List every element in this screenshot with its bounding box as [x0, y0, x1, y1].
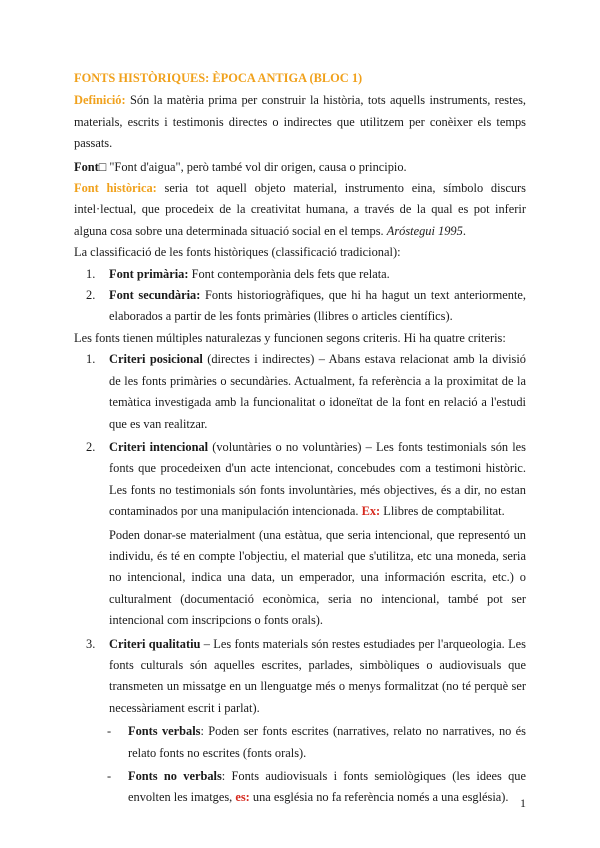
citation: Aróstegui 1995	[386, 223, 463, 238]
page-title: FONTS HISTÒRIQUES: ÈPOCA ANTIGA (BLOC 1)	[74, 71, 363, 85]
sub-item-fonts-verbals	[74, 721, 526, 764]
definition-text: Són la matèria prima per construir la història, tots aquells instruments, restes, materials, escrits i testimonis directes o indirectes que utilitzem per conèixer els temps passats.	[74, 93, 526, 151]
list-item-font-primaria	[74, 264, 526, 285]
example-text: una església no fa referència només a una església).	[249, 790, 509, 805]
font-historica-paragraph	[74, 178, 526, 242]
list-label: Criteri qualitatiu	[109, 636, 201, 651]
list-label: Font secundària:	[109, 288, 201, 303]
list-text: (voluntàries o no voluntàries) – Les fonts testimonials són les fonts que procedeixen d'un acte intencionat, concebudes com a testimoni històric. Les fonts no testimonials són fonts involuntàries, més objectives, és a dir, no estan contaminados por una manipulación intencionada.	[109, 439, 527, 519]
example-label: Ex:	[361, 504, 381, 519]
list-item-criteri-intencional	[74, 437, 526, 523]
list-text: – Les fonts materials són restes estudiades per l'arqueologia. Les fonts culturals són aquelles escrites, parlades, simbòliques o audiovisuals que transmeten un missatge en un llenguatge més o menys formalitzat (no té perquè ser necessàriament escrit i parlat).	[109, 636, 527, 715]
definition-paragraph	[74, 90, 526, 154]
sub-item-text: : Fonts audiovisuals i fonts semiològiques (les idees que envolten les imatges,	[128, 769, 526, 805]
definition-label: Definició:	[74, 93, 126, 108]
citation-end: .	[462, 223, 466, 238]
list-item-font-secundaria	[74, 285, 526, 328]
font-paragraph	[74, 157, 526, 178]
list-text: Font contemporània dels fets que relata.	[188, 266, 390, 281]
list-number: 3.	[86, 636, 96, 651]
list-number: 2.	[86, 288, 96, 303]
dash-bullet: -	[107, 769, 112, 783]
font-text: "Font d'aigua", però també vol dir origen, causa o principio.	[106, 159, 407, 174]
list-item-criteri-qualitatiu	[74, 634, 526, 720]
sub-item-fonts-no-verbals	[74, 766, 526, 809]
font-historica-text: seria tot aquell objeto material, instrumento eina, símbolo discurs intel·lectual, que procedeix de la creativitat humana, a través de la qual es pot inferir alguna cosa sobre una determinada situació social en el temps.	[74, 181, 527, 238]
criteri-intencional-paragraph: Poden donar-se materialment (una estàtua, que seria intencional, que representó un individu, és té en compte l'objectiu, el material que s'utilitza, etc una moneda, seria no intencional, indica una data, un emperador, una información escrita, etc.) o culturalment (documentació econòmica, seria no intencional, també pot ser intencional com inscripcions o fonts orals).	[109, 527, 526, 628]
font-box-glyph: □	[98, 159, 107, 174]
list-item-criteri-posicional	[74, 349, 526, 435]
classification-intro: La classificació de les fonts històriques (classificació tradicional):	[74, 245, 401, 260]
list-text: Fonts historiogràfiques, que hi ha hagut un text anteriormente, elaborados a partir de les fonts primàries (llibres o articles científics).	[109, 288, 526, 324]
font-label: Font	[74, 159, 99, 174]
list-label: Criteri intencional	[109, 439, 209, 454]
font-historica-label: Font històrica:	[74, 181, 157, 196]
list-number: 1.	[86, 352, 96, 367]
sub-item-label: Fonts verbals	[128, 724, 201, 739]
list-label: Font primària:	[109, 266, 189, 281]
document-page	[74, 68, 526, 809]
page-number: 1	[520, 796, 526, 810]
example-label: es:	[235, 790, 250, 805]
list-number: 2.	[86, 439, 96, 454]
list-label: Criteri posicional	[109, 352, 203, 367]
sub-item-text: : Poden ser fonts escrites (narratives, relato no narratives, no és relato fonts no escrites (fonts orals).	[128, 724, 527, 760]
example-text: Llibres de comptabilitat.	[380, 504, 505, 519]
list-number: 1.	[86, 266, 96, 281]
sub-item-label: Fonts no verbals	[128, 769, 222, 783]
dash-bullet: -	[107, 724, 112, 739]
list-text: (directes i indirectes) – Abans estava relacionat amb la divisió de les fonts primàries o secundàries. Actualment, fa referència a la proximitat de la temàtica investigada amb la funcionalitat o idoneïtat de la font en relació a l'estudi que es van realitzar.	[109, 352, 526, 431]
criteria-intro: Les fonts tienen múltiples naturalezas y funcionen segons criteris. Hi ha quatre criteris:	[74, 330, 506, 345]
